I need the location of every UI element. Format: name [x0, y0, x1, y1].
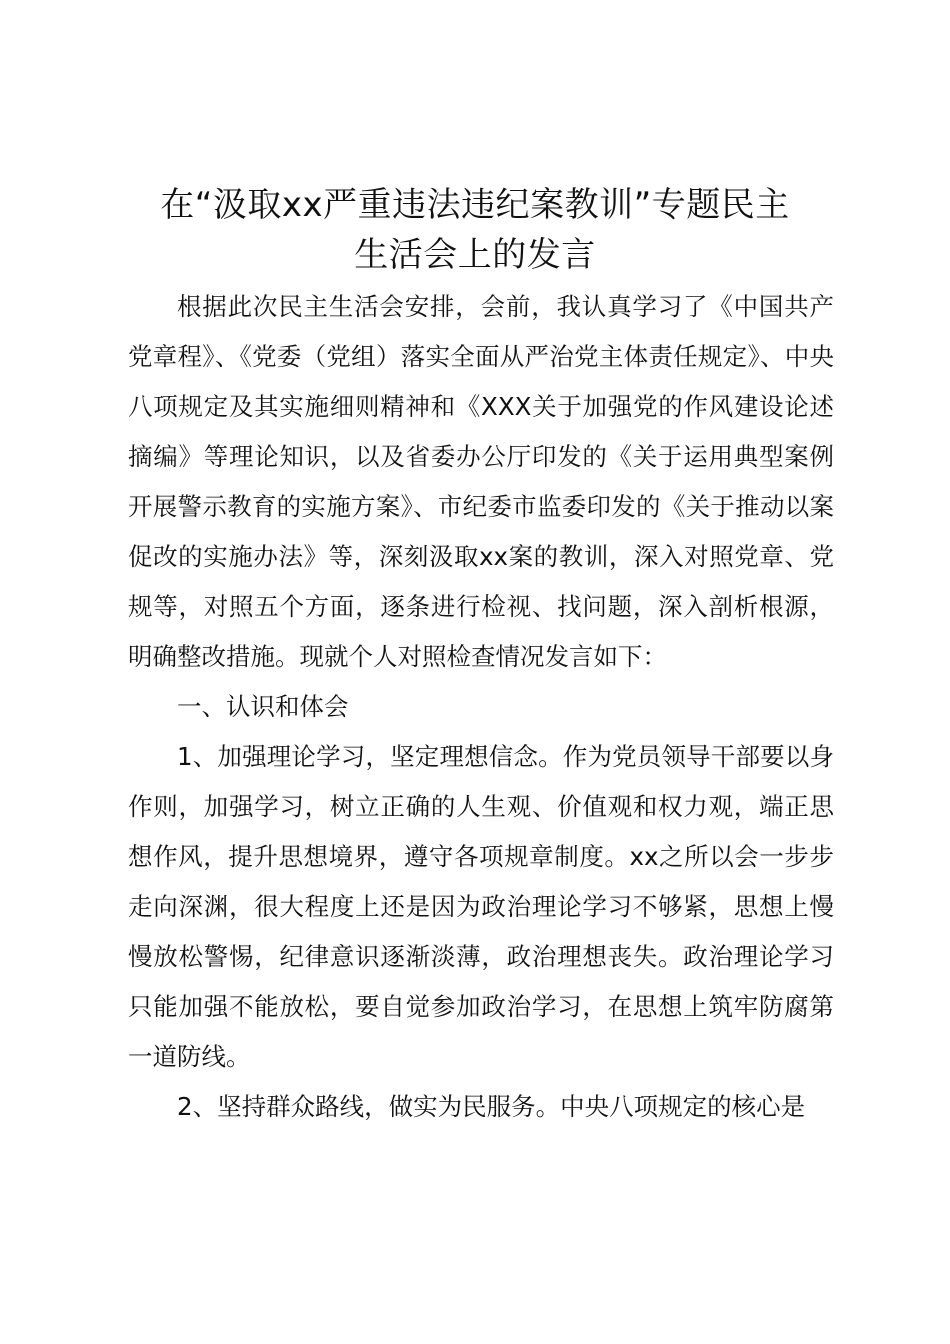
document-title: [110, 180, 840, 280]
title-line-1: 在“汲取xx严重违法违纪案教训”专题民主: [160, 185, 790, 225]
document-body: [128, 282, 834, 1132]
paragraph-intro: 根据此次民主生活会安排，会前，我认真学习了《中国共产党章程》、《党委（党组）落实全面从严治党主体责任规定》、中央八项规定及其实施细则精神和《XXX关于加强党的作风建设论述摘编》等理论知识，以及省委办公厅印发的《关于运用典型案例开展警示教育的实施方案》、市纪委市监委印发的《关于推动以案促改的实施办法》等，深刻汲取xx案的教训，深入对照党章、党规等，对照五个方面，逐条进行检视、找问题，深入剖析根源，明确整改措施。现就个人对照检查情况发言如下：: [128, 292, 834, 671]
title-line-2: 生活会上的发言: [354, 235, 596, 275]
section-heading: 一、认识和体会: [177, 692, 349, 721]
paragraph-point-2: 2、坚持群众路线，做实为民服务。中央八项规定的核心是: [177, 1092, 806, 1121]
paragraph-point-1: 1、加强理论学习，坚定理想信念。作为党员领导干部要以身作则，加强学习，树立正确的人生观、价值观和权力观，端正思想作风，提升思想境界，遵守各项规章制度。xx之所以会一步步走向深渊，很大程度上还是因为政治理论学习不够紧，思想上慢慢放松警惕，纪律意识逐渐淡薄，政治理想丧失。政治理论学习只能加强不能放松，要自觉参加政治学习，在思想上筑牢防腐第一道防线。: [128, 742, 834, 1071]
